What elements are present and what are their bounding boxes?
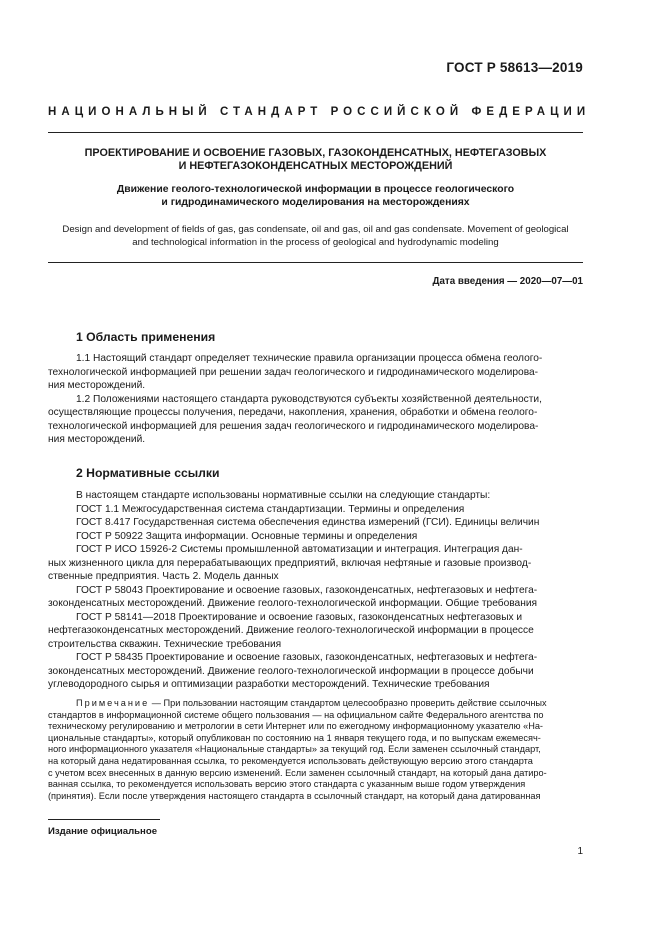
reference-line: ГОСТ Р 58435 Проектирование и освоение газовых, газоконденсатных, нефтегазовых и нефтега- xyxy=(76,652,538,663)
top-rule xyxy=(48,132,583,133)
page-number: 1 xyxy=(577,846,583,857)
section-1-body xyxy=(48,352,583,447)
paragraph-line: технологической информацией для решения задач геологического и гидродинамического моделирова- xyxy=(48,420,539,432)
note-line: (принятия). Если после утверждения настоящего стандарта в ссылочный стандарт, на который дана датированная xyxy=(48,790,541,801)
paragraph-line: 1.2 Положениями настоящего стандарта руководствуются субъекты хозяйственной деятельности, xyxy=(76,393,542,405)
english-title xyxy=(48,224,583,249)
reference-line: ГОСТ 1.1 Межгосударственная система стандартизации. Термины и определения xyxy=(76,503,465,515)
section-1-heading: 1 Область применения xyxy=(76,330,216,344)
note-line: техническому регулированию и метрологии в сети Интернет или по ежегодному информационному указателю «На- xyxy=(48,721,543,732)
paragraph-line: ния месторождений. xyxy=(48,380,146,391)
standard-banner: НАЦИОНАЛЬНЫЙ СТАНДАРТ РОССИЙСКОЙ ФЕДЕРАЦИИ xyxy=(48,106,591,118)
paragraph-line: технологической информацией при решении задач геологического и гидродинамического моделирова- xyxy=(48,366,539,378)
note-block xyxy=(48,698,583,802)
english-title-line: and technological information in the process of geological and hydrodynamic modeling xyxy=(132,236,499,248)
reference-line: ГОСТ Р 50922 Защита информации. Основные термины и определения xyxy=(76,530,418,542)
reference-line: углеводородного сырья и оптимизации разработки месторождений. Технические требования xyxy=(48,679,490,690)
paragraph-line: 1.1 Настоящий стандарт определяет технические правила организации процесса обмена геолого- xyxy=(76,353,543,364)
note-dash: — xyxy=(149,698,164,708)
reference-line: ГОСТ Р ИСО 15926-2 Системы промышленной автоматизации и интеграция. Интеграция дан- xyxy=(76,544,523,555)
note-label: Примечание xyxy=(76,698,150,708)
english-title-line: Design and development of fields of gas, gas condensate, oil and gas, oil and gas condensate. Movement of geological xyxy=(62,224,569,235)
introduction-date: Дата введения — 2020—07—01 xyxy=(432,276,583,287)
note-line: с учетом всех внесенных в данную версию изменений. Если заменен ссылочный стандарт, на который дана датиро- xyxy=(48,767,547,778)
note-first-line xyxy=(48,698,583,710)
reference-line: ных жизненного цикла для перерабатывающих предприятий, включая нефтяные и газовые производ- xyxy=(48,557,532,569)
edition-label: Издание официальное xyxy=(48,826,158,837)
paragraph-line: осуществляющие процессы получения, передачи, накопления, хранения, обработки и обмена геолого- xyxy=(48,407,538,418)
note-line: на который дана недатированная ссылка, то рекомендуется использовать действующую версию этого стандарта xyxy=(48,755,533,766)
section-2-body xyxy=(48,489,583,692)
reference-line: зоконденсатных месторождений. Движение геолого-технологической информации. Общие требования xyxy=(48,598,538,609)
section-2-heading: 2 Нормативные ссылки xyxy=(76,466,220,480)
paragraph-line: В настоящем стандарте использованы нормативные ссылки на следующие стандарты: xyxy=(76,490,491,501)
reference-line: строительства скважин. Технические требования xyxy=(48,638,282,650)
note-line: ванная ссылка, то рекомендуется использовать версию этого стандарта с указанным выше годом утверждения xyxy=(48,779,526,790)
document-subtitle xyxy=(48,183,583,209)
reference-line: ственные предприятия. Часть 2. Модель данных xyxy=(48,571,279,582)
document-title xyxy=(48,147,583,173)
document-code: ГОСТ Р 58613—2019 xyxy=(446,60,583,75)
reference-line: ГОСТ Р 58043 Проектирование и освоение газовых, газоконденсатных, нефтегазовых и нефтега- xyxy=(76,584,538,596)
note-line: ного информационного указателя «Национальные стандарты» за текущий год. Если заменен ссылочный стандарт, xyxy=(48,744,541,755)
reference-line: зоконденсатных месторождений. Движение геолого-технологической информации в процессе добычи xyxy=(48,665,534,677)
title-line: ПРОЕКТИРОВАНИЕ И ОСВОЕНИЕ ГАЗОВЫХ, ГАЗОКОНДЕНСАТНЫХ, НЕФТЕГАЗОВЫХ xyxy=(84,147,547,159)
middle-rule xyxy=(48,262,583,263)
note-line: стандартов в информационной системе общего пользования — на официальном сайте Федерального агентства по xyxy=(48,709,544,720)
footer-rule xyxy=(48,819,160,820)
reference-line: ГОСТ 8.417 Государственная система обеспечения единства измерений (ГСИ). Единицы величин xyxy=(76,517,540,528)
note-first-text: При пользовании настоящим стандартом целесообразно проверить действие ссылочных xyxy=(163,698,547,708)
title-line: И НЕФТЕГАЗОКОНДЕНСАТНЫХ МЕСТОРОЖДЕНИЙ xyxy=(178,160,453,172)
subtitle-line: Движение геолого-технологической информации в процессе геологического xyxy=(116,184,515,195)
subtitle-line: и гидродинамического моделирования на месторождениях xyxy=(161,197,470,208)
note-line: циональные стандарты», который опубликован по состоянию на 1 января текущего года, и по выпускам ежемесяч- xyxy=(48,732,541,743)
reference-line: ГОСТ Р 58141—2018 Проектирование и освоение газовых, газоконденсатных нефтегазовых и xyxy=(76,611,523,623)
paragraph-line: ния месторождений. xyxy=(48,434,146,445)
reference-line: нефтегазоконденсатных месторождений. Движение геолого-технологической информации в процессе xyxy=(48,625,534,636)
